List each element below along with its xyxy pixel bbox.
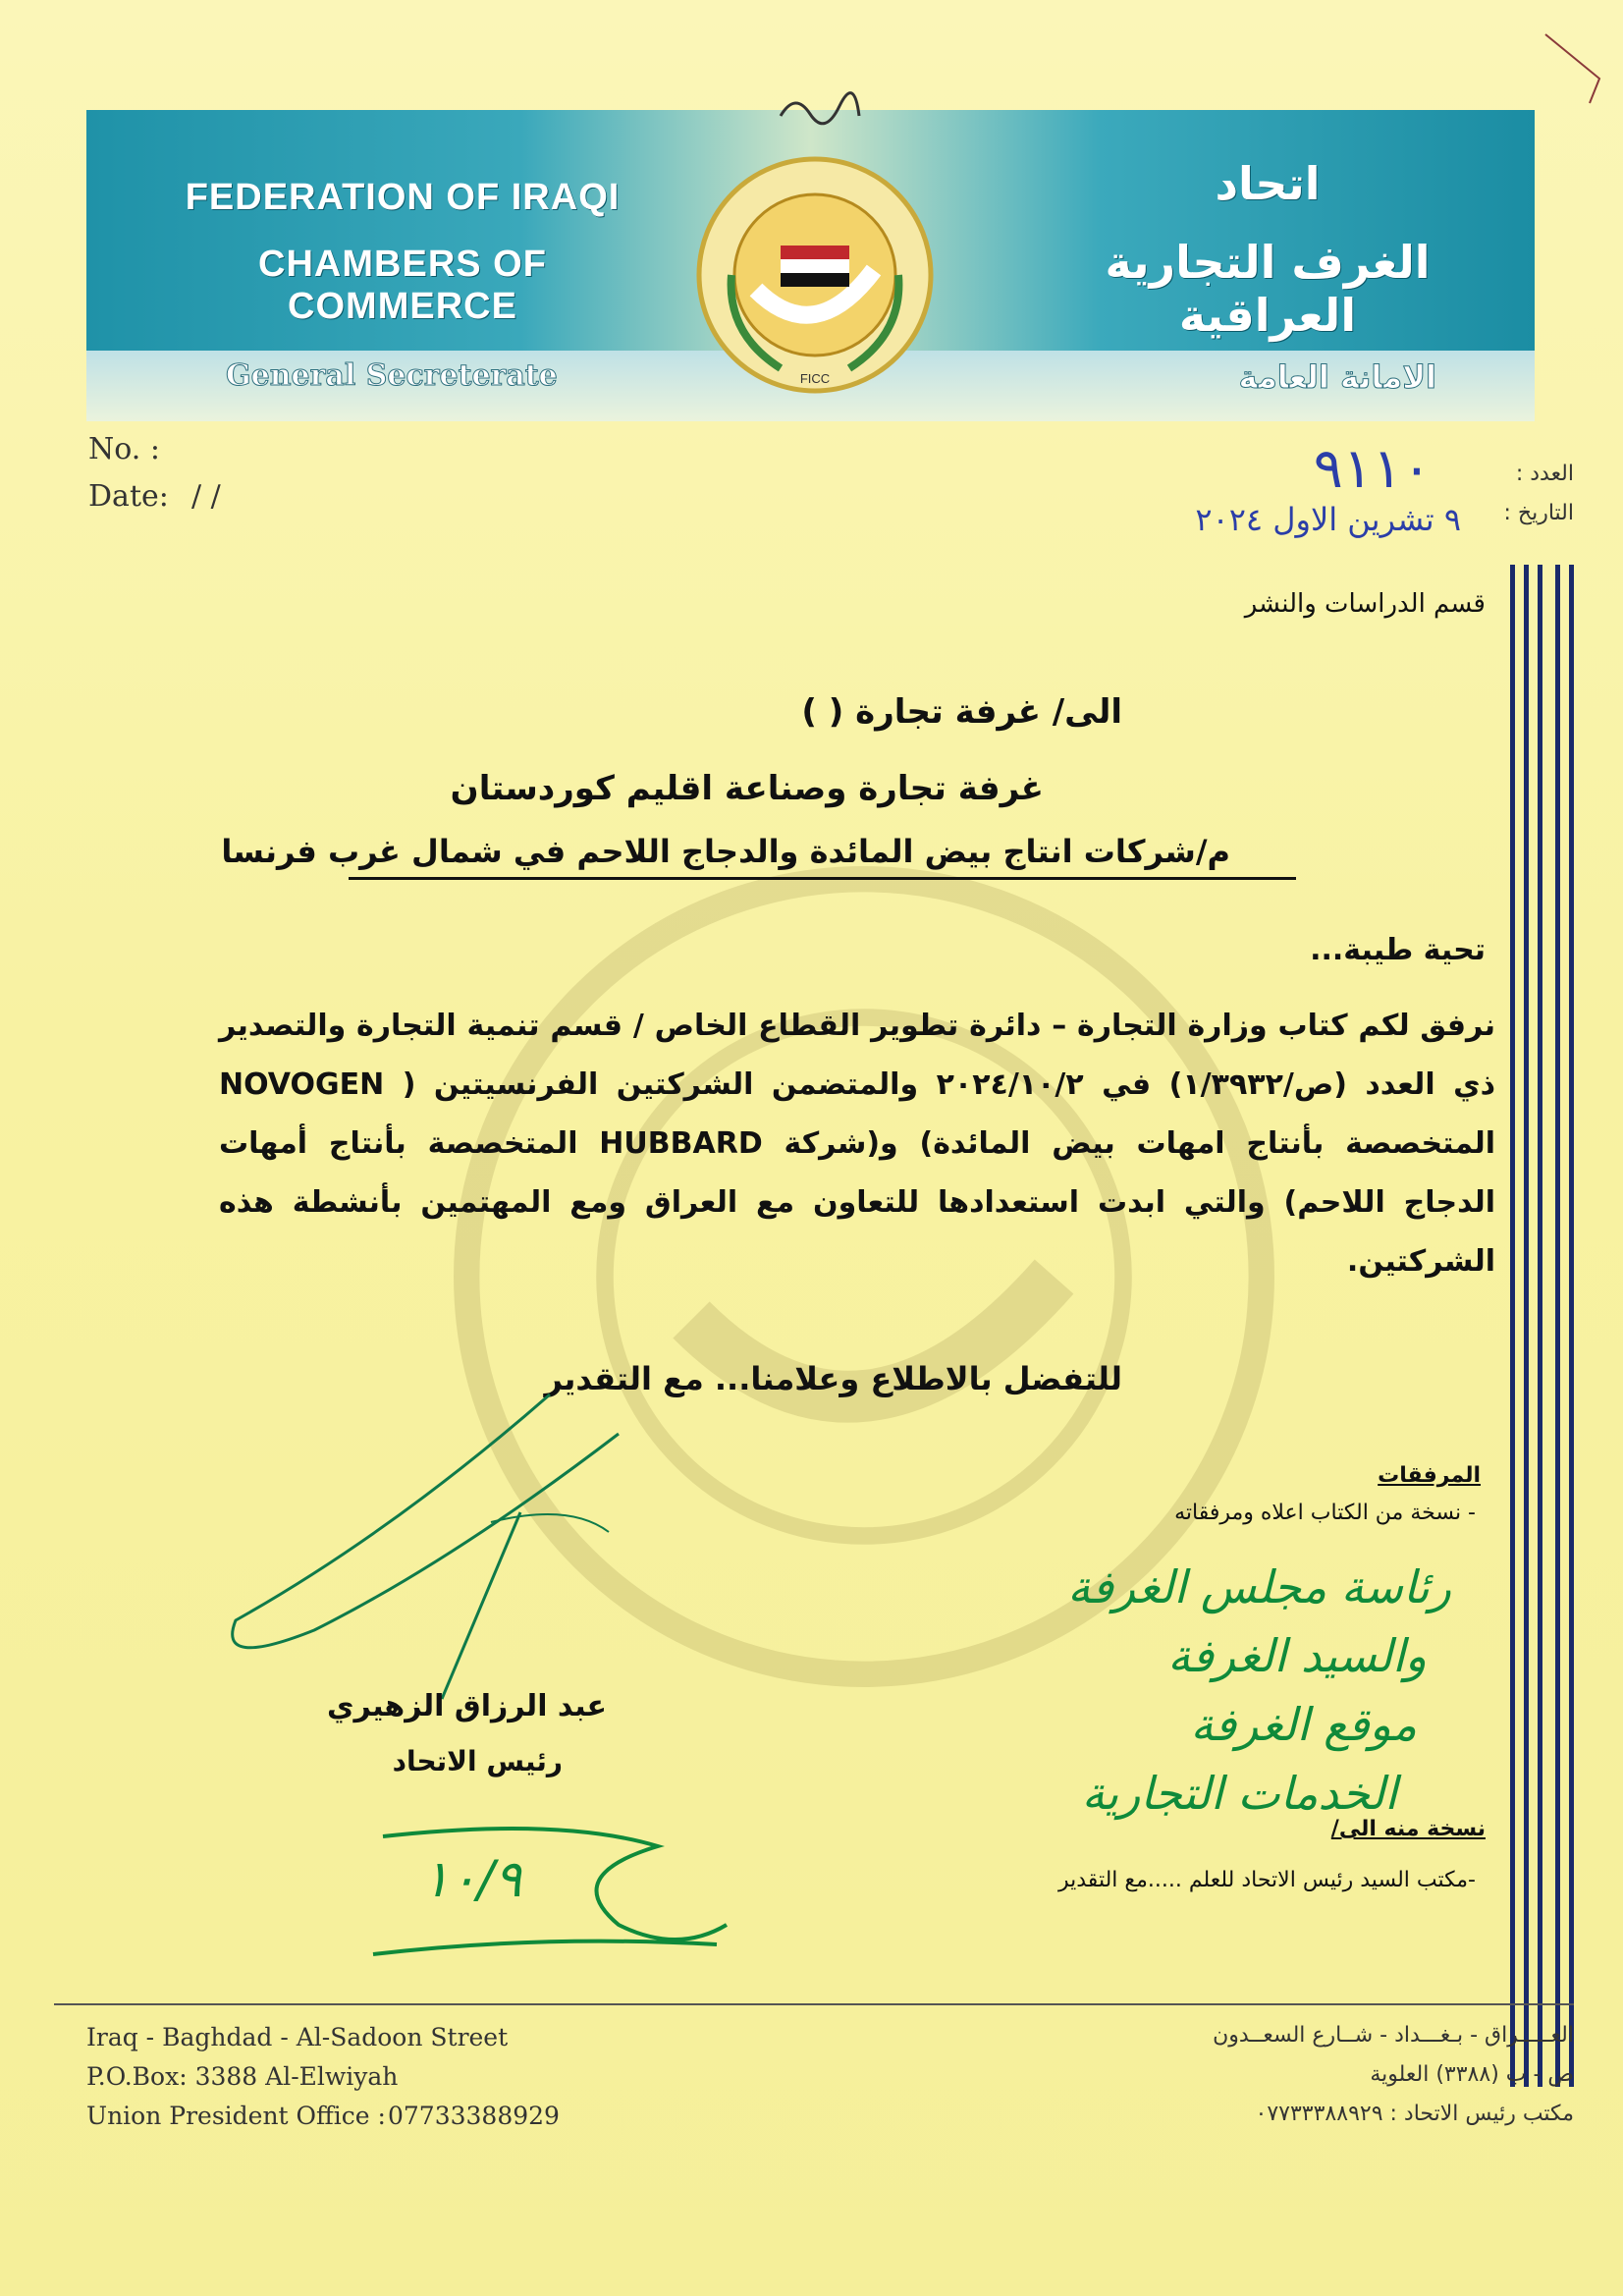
attachments-title: المرفقات [1378,1463,1481,1488]
handwritten-note-line2: والسيد الغرفة [1167,1629,1427,1682]
body-paragraph: نرفق لكم كتاب وزارة التجارة – دائرة تطوير القطاع الخاص / قسم تنمية التجارة والتصدير ذي العدد (ص/١/٣٩٣٢) في ٢٠٢٤/١٠/٢ والمتضمن الشركتين الفرنسيتين ( NOVOGEN المتخصصة بأنتاج امهات بيض المائدة) و(شركة HUBBARD المتخصصة بأنتاج أمهات الدجاج اللاحم) والتي ابدت استعدادها للتعاون مع العراق ومع المهتمين بأنشطة هذه الشركتين. [219,1009,1495,1279]
attachments-item: - نسخة من الكتاب اعلاه ومرفقاته [1174,1501,1476,1525]
footer-office-phone-en: 07733388929 [388,2102,560,2130]
footer-pobox-ar: ص - ب (٣٣٨٨) العلوية [1370,2062,1574,2087]
footer-address-en: Iraq - Baghdad - Al-Sadoon Street [86,2023,509,2051]
signatory-title: رئيس الاتحاد [392,1745,563,1777]
handwritten-note-line1: رئاسة مجلس الغرفة [1067,1560,1451,1613]
handwritten-date: ٩ تشرين الاول ٢٠٢٤ [1195,501,1461,538]
org-name-ar-line2: الغرف التجارية العراقية [1105,236,1431,342]
org-name-en-line1: FEDERATION OF IRAQI [185,177,621,218]
handwritten-note-line3: موقع الغرفة [1190,1698,1417,1751]
margin-vertical-lines [1510,565,1584,2087]
org-name-ar-line1: اتحاد [1215,157,1321,210]
subject-underline [349,877,1296,880]
footer-divider [54,2003,1574,2005]
date-label-ar: التاريخ : [1503,501,1574,525]
handwritten-initial-date: ١٠/٩ [422,1850,522,1909]
number-label-ar: العدد : [1515,462,1574,486]
general-secretariat-en: General Secreterate [226,358,558,393]
calligraphy-icon [776,86,864,126]
footer-office-ar: مكتب رئيس الاتحاد : ٠٧٧٣٣٣٨٨٩٢٩ [1255,2102,1574,2126]
signatory-name: عبد الرزاق الزهيري [327,1689,607,1723]
department-line: قسم الدراسات والنشر [1244,589,1486,619]
footer-address-ar: العـــــراق - بـغـــداد - شــارع السعــدون [1213,2023,1574,2048]
corner-pen-mark [1541,29,1609,108]
copy-to-title: نسخة منه الى/ [1330,1817,1486,1841]
general-secretariat-ar: الامانة العامة [1238,358,1436,396]
footer-office-label-en: Union President Office : [86,2102,386,2130]
initials-scribble [363,1817,736,1964]
handwritten-number: ٩١١٠ [1313,437,1432,501]
recipient-line1: الى/ غرفة تجارة ( ) [801,692,1122,732]
date-label-en: Date: [88,479,169,514]
date-slashes: / / [191,479,221,514]
footer-pobox-en: P.O.Box: 3388 Al-Elwiyah [86,2062,399,2091]
greeting: تحية طيبة... [1310,933,1486,967]
closing-line: للتفضل بالاطلاع وعلامنا... مع التقدير [544,1360,1122,1397]
copy-to-item: -مكتب السيد رئيس الاتحاد للعلم .....مع التقدير [1058,1868,1476,1892]
recipient-line2: غرفة تجارة وصناعة اقليم كوردستان [450,769,1044,808]
number-label-en: No. : [88,432,160,466]
org-name-en-line2: CHAMBERS OF COMMERCE [258,244,547,327]
ficc-emblem-logo [687,147,943,403]
emblem-abbr: FICC [799,371,831,386]
subject-line: م/شركات انتاج بيض المائدة والدجاج اللاحم في شمال غرب فرنسا [221,833,1230,870]
handwritten-note-line4: الخدمات التجارية [1081,1767,1397,1820]
